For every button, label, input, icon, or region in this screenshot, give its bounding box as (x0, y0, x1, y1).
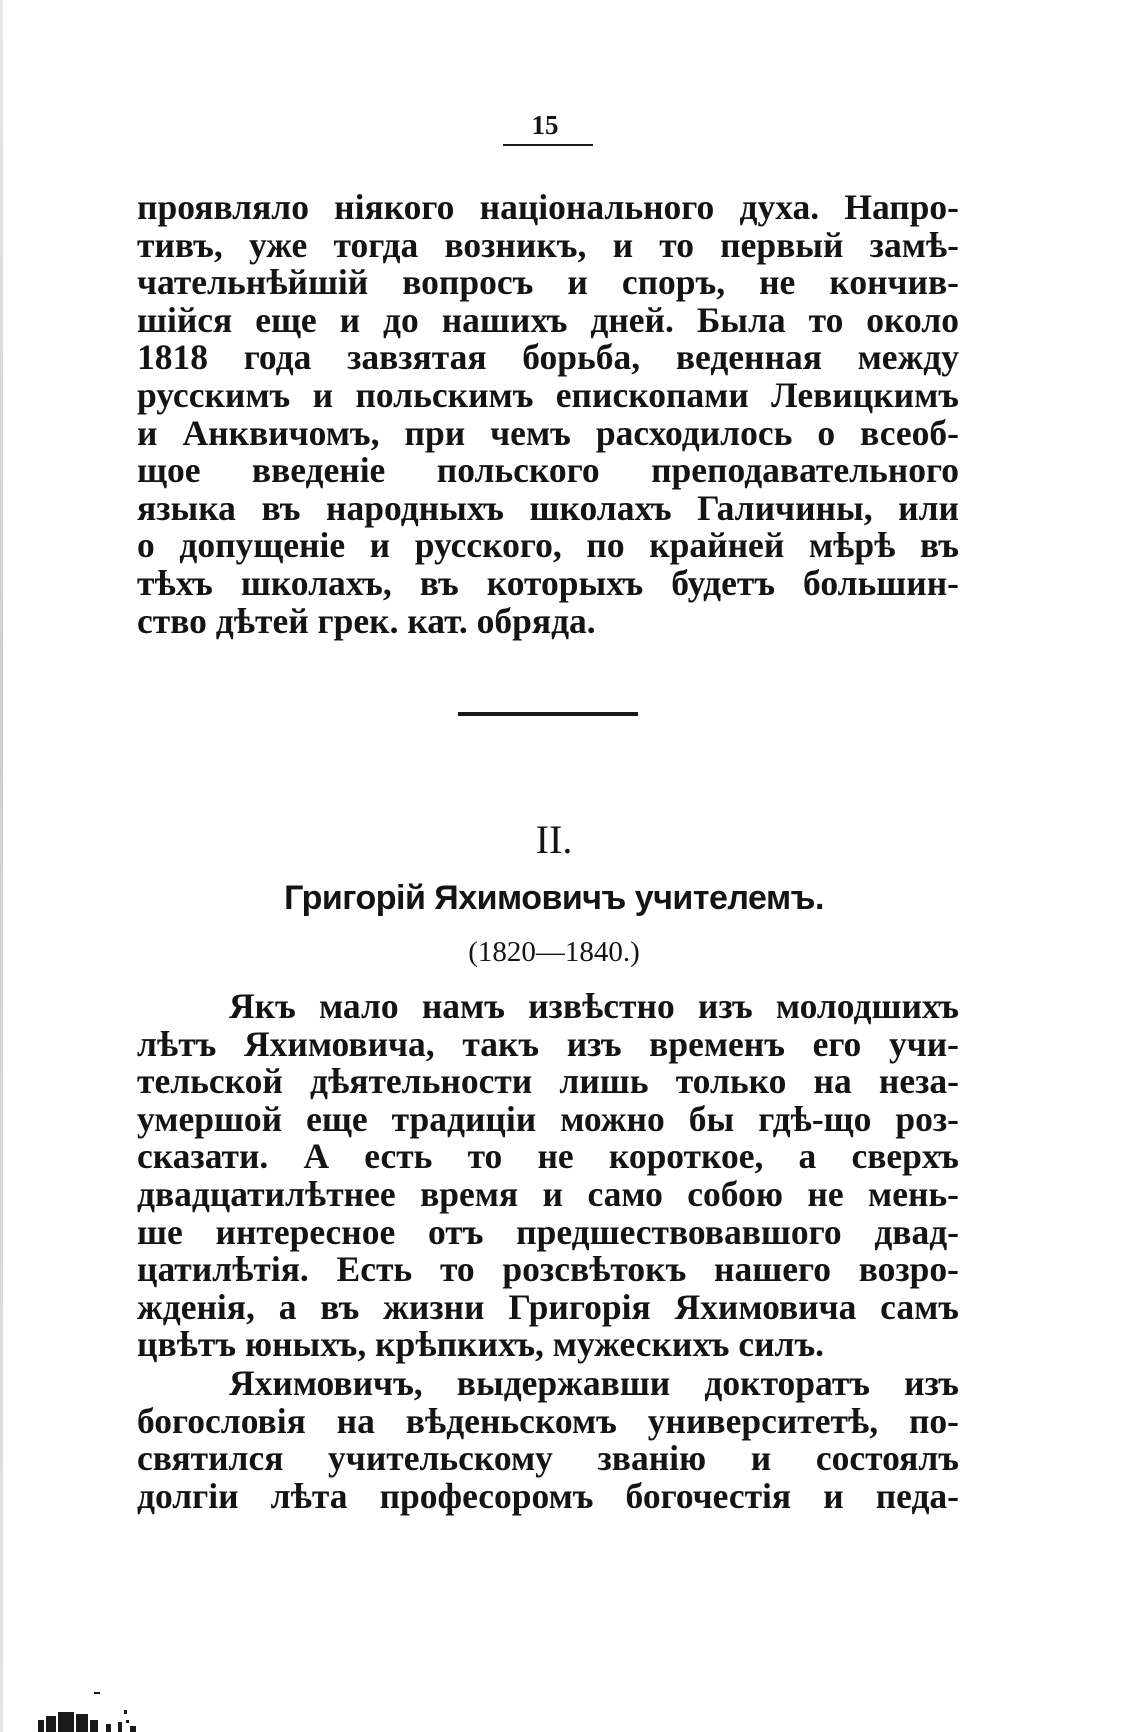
text-line: тельской дѣятельности лишь только на неза- (137, 1061, 959, 1102)
text-line: шійся еще и до нашихъ дней. Была то около (137, 299, 959, 340)
text-line: тивъ, уже тогда возникъ, и то первый замѣ- (137, 224, 959, 265)
paragraph-2 (137, 988, 959, 1364)
text-line: богословія на вѣденьскомъ университетѣ, по- (137, 1400, 959, 1441)
section-divider (458, 712, 638, 716)
text-line: святился учительскому званію и состоялъ (137, 1438, 959, 1479)
chapter-number: II. (535, 817, 573, 862)
text-line: умершой еще традиціи можно бы гдѣ-що роз- (137, 1098, 959, 1139)
text-line: Яхимовичъ, выдержавши докторатъ изъ (229, 1363, 959, 1403)
chapter-years: (1820—1840.) (468, 936, 640, 968)
paragraph-1 (137, 189, 959, 640)
paragraph-3 (137, 1365, 959, 1515)
text-line: жденія, а въ жизни Григорія Яхимовича самъ (137, 1286, 959, 1327)
text-line: ство дѣтей грек. кат. обряда. (137, 600, 596, 641)
chapter-title: Григорій Яхимовичъ учителемъ. (284, 879, 824, 917)
text-line: ше интересное отъ предшествовавшого двад- (137, 1211, 959, 1252)
text-line: проявляло ніякого національного духа. Напро- (137, 187, 959, 227)
text-line: и Анквичомъ, при чемъ расходилось о всеоб- (137, 412, 959, 453)
text-line: чательнѣйшій вопросъ и споръ, не кончив- (137, 262, 959, 303)
text-line: Якъ мало намъ извѣстно изъ молодшихъ (229, 986, 959, 1026)
page-number-rule (503, 144, 593, 146)
scan-edge (0, 0, 3, 1732)
text-line: долгіи лѣта професоромъ богочестія и педа- (137, 1475, 959, 1516)
text-line: тѣхъ школахъ, въ которыхъ будетъ большин- (137, 562, 959, 603)
text-line: цатилѣтія. Есть то розсвѣтокъ нашего возро- (137, 1249, 959, 1290)
text-line: языка въ народныхъ школахъ Галичины, или (137, 487, 959, 528)
text-line: о допущеніе и русского, по крайней мѣрѣ въ (137, 525, 959, 566)
page-number: 15 (531, 110, 559, 140)
text-line: цвѣтъ юныхъ, крѣпкихъ, мужескихъ силъ. (137, 1324, 825, 1365)
text-line: лѣтъ Яхимовича, такъ изъ временъ его учи- (137, 1023, 959, 1064)
text-line: двадцатилѣтнее время и само собою не мень- (137, 1173, 959, 1214)
scan-artifact (20, 1690, 170, 1732)
text-line: 1818 года завзятая борьба, веденная между (137, 337, 959, 378)
text-line: щое введеніе польского преподавательного (137, 450, 959, 491)
text-line: сказати. А есть то не короткое, а сверхъ (137, 1136, 959, 1177)
text-line: русскимъ и польскимъ епископами Левицкимъ (137, 374, 959, 415)
